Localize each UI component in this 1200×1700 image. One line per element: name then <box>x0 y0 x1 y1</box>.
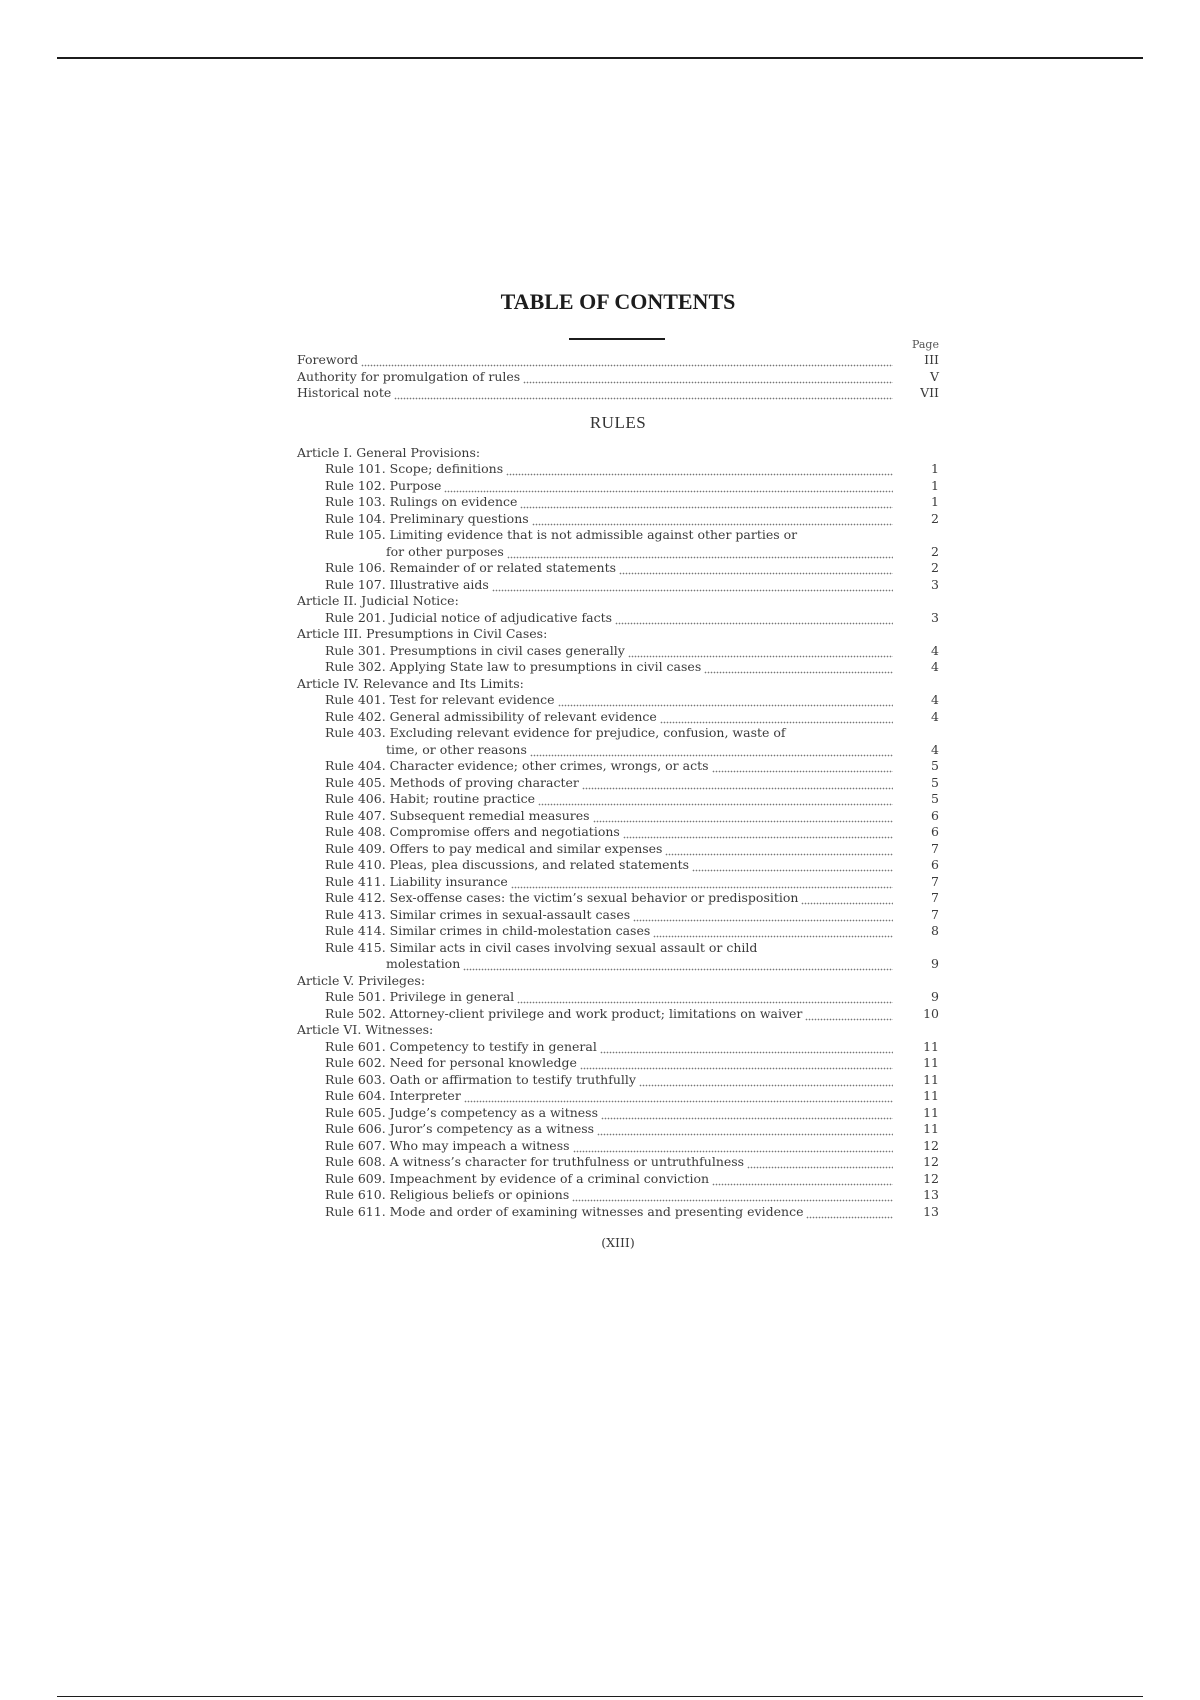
entry-page: 4 <box>931 692 939 707</box>
entry-label: Rule 607. Who may impeach a witness <box>325 1137 570 1153</box>
entry-page: 10 <box>923 1005 939 1021</box>
toc-entry-rule-line2[interactable] <box>297 956 939 973</box>
dot-leader <box>704 659 893 676</box>
entry-page: 5 <box>931 774 939 790</box>
dot-leader <box>615 610 893 627</box>
toc-entry-rule[interactable] <box>297 478 939 495</box>
dot-leader <box>532 511 893 528</box>
toc-entry-rule[interactable] <box>297 758 939 775</box>
entry-page: 1 <box>931 494 939 509</box>
toc-entry-rule[interactable] <box>297 1072 939 1089</box>
top-rule <box>57 57 1143 59</box>
entry-page: 5 <box>931 791 939 806</box>
entry-label: Rule 602. Need for personal knowledge <box>325 1055 577 1070</box>
entry-label: Rule 501. Privilege in general <box>325 989 515 1004</box>
dot-leader <box>580 1055 893 1072</box>
page-column-label: Page <box>911 338 939 351</box>
dot-leader <box>444 478 893 495</box>
dot-leader <box>538 791 893 808</box>
toc-entry-rule[interactable] <box>297 610 939 627</box>
entry-page: 4 <box>931 659 939 674</box>
dot-leader <box>600 1039 893 1056</box>
dot-leader <box>573 1138 893 1155</box>
toc-entry-authority[interactable] <box>297 369 939 386</box>
dot-leader <box>601 1105 893 1122</box>
dot-leader <box>597 1121 893 1138</box>
entry-label: Rule 107. Illustrative aids <box>325 576 489 592</box>
dot-leader <box>361 352 893 369</box>
dot-leader <box>619 560 893 577</box>
toc-entry-rule[interactable] <box>297 1187 939 1204</box>
dot-leader <box>660 709 893 726</box>
dot-leader <box>593 808 893 825</box>
toc-entry-rule[interactable] <box>297 643 939 660</box>
dot-leader <box>623 824 893 841</box>
entry-label: Rule 406. Habit; routine practice <box>325 791 536 806</box>
dot-leader <box>464 1088 893 1105</box>
dot-leader <box>506 461 893 478</box>
entry-label: Rule 302. Applying State law to presumptions in civil cases <box>325 659 702 674</box>
toc-entry-rule[interactable] <box>297 1138 939 1155</box>
bottom-rule <box>57 1696 1143 1697</box>
entry-page: 3 <box>931 609 939 625</box>
dot-leader <box>394 385 893 402</box>
entry-page: 4 <box>931 642 939 658</box>
dot-leader <box>806 1204 893 1221</box>
toc-entry-rule[interactable] <box>297 494 939 511</box>
toc-entry-rule-line1[interactable]: Rule 403. Excluding relevant evidence for prejudice, confusion, waste of <box>325 725 786 740</box>
article-heading: Article I. General Provisions: <box>297 444 481 460</box>
entry-label: Rule 201. Judicial notice of adjudicative facts <box>325 609 613 625</box>
entry-label: Rule 409. Offers to pay medical and similar expenses <box>325 840 663 856</box>
dot-leader <box>558 692 893 709</box>
entry-page: 6 <box>931 857 939 872</box>
toc-entry-rule[interactable] <box>297 874 939 891</box>
entry-page: 11 <box>923 1038 939 1054</box>
dot-leader <box>712 758 893 775</box>
entry-page: 11 <box>923 1121 939 1136</box>
entry-page: 11 <box>923 1071 939 1087</box>
entry-label: Rule 106. Remainder of or related statements <box>325 560 617 575</box>
entry-page: 8 <box>931 923 939 938</box>
entry-page: 4 <box>931 708 939 724</box>
entry-label: Rule 606. Juror’s competency as a witness <box>325 1121 595 1136</box>
toc-entry-rule[interactable] <box>297 1088 939 1105</box>
dot-leader <box>523 369 893 386</box>
toc-entry-rule[interactable] <box>297 989 939 1006</box>
entry-page: 7 <box>931 873 939 889</box>
entry-label: Rule 414. Similar crimes in child-molestation cases <box>325 923 651 938</box>
entry-label: Rule 104. Preliminary questions <box>325 510 529 526</box>
dot-leader <box>801 890 893 907</box>
dot-leader <box>639 1072 893 1089</box>
page-title: TABLE OF CONTENTS <box>500 289 736 314</box>
entry-page: 1 <box>931 477 939 493</box>
entry-label: Rule 604. Interpreter <box>325 1088 461 1103</box>
toc-entry-rule[interactable] <box>297 791 939 808</box>
dot-leader <box>507 544 893 561</box>
entry-label: Rule 608. A witness’s character for truthfulness or untruthfulness <box>325 1154 745 1169</box>
entry-label: Rule 402. General admissibility of relevant evidence <box>325 708 657 724</box>
entry-page: 4 <box>931 741 939 757</box>
entry-page: 6 <box>931 807 939 823</box>
dot-leader <box>633 907 893 924</box>
entry-label: Rule 603. Oath or affirmation to testify truthfully <box>325 1071 636 1087</box>
dot-leader <box>492 577 893 594</box>
entry-page: V <box>929 368 939 384</box>
entry-label: Rule 102. Purpose <box>325 477 442 493</box>
article-heading: Article II. Judicial Notice: <box>297 593 459 608</box>
entry-page: 12 <box>923 1170 939 1186</box>
toc-entry-rule[interactable] <box>297 659 939 676</box>
toc-entry-rule[interactable] <box>297 890 939 907</box>
dot-leader <box>653 923 893 940</box>
entry-page: 5 <box>931 758 939 773</box>
entry-label: molestation <box>386 956 461 971</box>
entry-label: Rule 601. Competency to testify in general <box>325 1038 597 1054</box>
entry-label: Rule 401. Test for relevant evidence <box>325 692 555 707</box>
dot-leader <box>520 494 893 511</box>
dot-leader <box>463 956 893 973</box>
front-matter <box>297 352 939 402</box>
entry-page: 13 <box>923 1187 939 1202</box>
toc-entry-rule[interactable] <box>297 923 939 940</box>
entry-label: Foreword <box>297 352 359 367</box>
entry-label: Rule 103. Rulings on evidence <box>325 494 518 509</box>
entry-label: for other purposes <box>386 543 504 559</box>
entry-label: Rule 502. Attorney-client privilege and work product; limitations on waiver <box>325 1005 803 1021</box>
dot-leader <box>530 742 893 759</box>
toc-entry-historical-note[interactable] <box>297 385 939 402</box>
entry-label: Rule 101. Scope; definitions <box>325 461 504 476</box>
dot-leader <box>511 874 893 891</box>
toc-entry-rule[interactable] <box>297 857 939 874</box>
toc-entry-rule[interactable] <box>297 1121 939 1138</box>
entry-label: Rule 412. Sex-offense cases: the victim’s sexual behavior or predisposition <box>325 890 799 905</box>
article-heading: Article VI. Witnesses: <box>297 1022 434 1037</box>
entry-label: Rule 410. Pleas, plea discussions, and related statements <box>325 857 690 872</box>
entry-label: Rule 301. Presumptions in civil cases generally <box>325 642 625 658</box>
table-of-contents <box>297 288 939 1252</box>
entry-page: 13 <box>923 1203 939 1219</box>
entry-label: Historical note <box>297 385 392 400</box>
toc-entry-rule[interactable] <box>297 709 939 726</box>
entry-page: 7 <box>931 890 939 905</box>
entry-page: III <box>924 352 939 367</box>
entry-label: Rule 407. Subsequent remedial measures <box>325 807 590 823</box>
toc-entry-rule[interactable] <box>297 1154 939 1171</box>
article-heading: Article III. Presumptions in Civil Cases: <box>297 626 548 641</box>
entry-label: Rule 605. Judge’s competency as a witness <box>325 1104 599 1120</box>
toc-entry-rule[interactable] <box>297 808 939 825</box>
dot-leader <box>628 643 893 660</box>
toc-entry-rule[interactable] <box>297 1105 939 1122</box>
entry-page: 2 <box>931 543 939 559</box>
toc-entry-rule[interactable] <box>297 692 939 709</box>
entry-page: 6 <box>931 824 939 839</box>
entry-page: 7 <box>931 906 939 922</box>
entry-label: Rule 411. Liability insurance <box>325 873 508 889</box>
entry-page: 9 <box>931 989 939 1004</box>
entry-label: Rule 611. Mode and order of examining witnesses and presenting evidence <box>325 1203 804 1219</box>
entry-label: Rule 404. Character evidence; other crimes, wrongs, or acts <box>325 758 709 773</box>
section-heading: RULES <box>589 412 647 432</box>
toc-entry-rule[interactable] <box>297 1204 939 1221</box>
toc-entry-rule[interactable] <box>297 775 939 792</box>
toc-entry-rule[interactable] <box>297 511 939 528</box>
toc-entry-rule-line2[interactable] <box>297 544 939 561</box>
toc-entry-rule[interactable] <box>297 560 939 577</box>
dot-leader <box>692 857 893 874</box>
dot-leader <box>572 1187 893 1204</box>
entry-page: 12 <box>923 1154 939 1169</box>
entry-label: Rule 408. Compromise offers and negotiations <box>325 824 620 839</box>
dot-leader <box>805 1006 893 1023</box>
entry-page: 3 <box>931 576 939 592</box>
entry-page: 2 <box>931 510 939 526</box>
toc-entry-foreword[interactable] <box>297 352 939 369</box>
toc-entry-rule-line1[interactable]: Rule 415. Similar acts in civil cases involving sexual assault or child <box>325 939 758 955</box>
article-heading: Article IV. Relevance and Its Limits: <box>297 675 524 691</box>
dot-leader <box>747 1154 893 1171</box>
entry-page: 11 <box>923 1088 939 1103</box>
entry-page: 9 <box>931 956 939 971</box>
toc-entry-rule[interactable] <box>297 1039 939 1056</box>
toc-entry-rule[interactable] <box>297 1006 939 1023</box>
entry-label: Rule 413. Similar crimes in sexual-assault cases <box>325 906 631 922</box>
entry-label: time, or other reasons <box>386 741 527 757</box>
dot-leader <box>712 1171 893 1188</box>
toc-entry-rule[interactable] <box>297 1055 939 1072</box>
toc-entry-rule[interactable] <box>297 577 939 594</box>
entry-page: 2 <box>931 560 939 575</box>
entry-page: VII <box>920 385 939 400</box>
dot-leader <box>582 775 893 792</box>
entry-page: 11 <box>923 1104 939 1120</box>
entry-page: 1 <box>931 461 939 476</box>
toc-entry-rule[interactable] <box>297 841 939 858</box>
toc-entry-rule[interactable] <box>297 907 939 924</box>
page-folio: (XIII) <box>601 1235 635 1250</box>
entry-label: Rule 609. Impeachment by evidence of a criminal conviction <box>325 1170 710 1186</box>
toc-entry-rule-line1[interactable]: Rule 105. Limiting evidence that is not admissible against other parties or <box>325 527 798 542</box>
entry-page: 12 <box>923 1137 939 1153</box>
entry-label: Rule 610. Religious beliefs or opinions <box>325 1187 570 1202</box>
toc-entry-rule[interactable] <box>297 1171 939 1188</box>
entry-page: 11 <box>923 1055 939 1070</box>
toc-entry-rule-line2[interactable] <box>297 742 939 759</box>
dot-leader <box>665 841 893 858</box>
article-heading: Article V. Privileges: <box>297 972 426 988</box>
toc-entry-rule[interactable] <box>297 824 939 841</box>
dot-leader <box>517 989 893 1006</box>
entry-page: 7 <box>931 840 939 856</box>
entry-label: Rule 405. Methods of proving character <box>325 774 579 790</box>
entry-label: Authority for promulgation of rules <box>297 368 521 384</box>
toc-entry-rule[interactable] <box>297 461 939 478</box>
